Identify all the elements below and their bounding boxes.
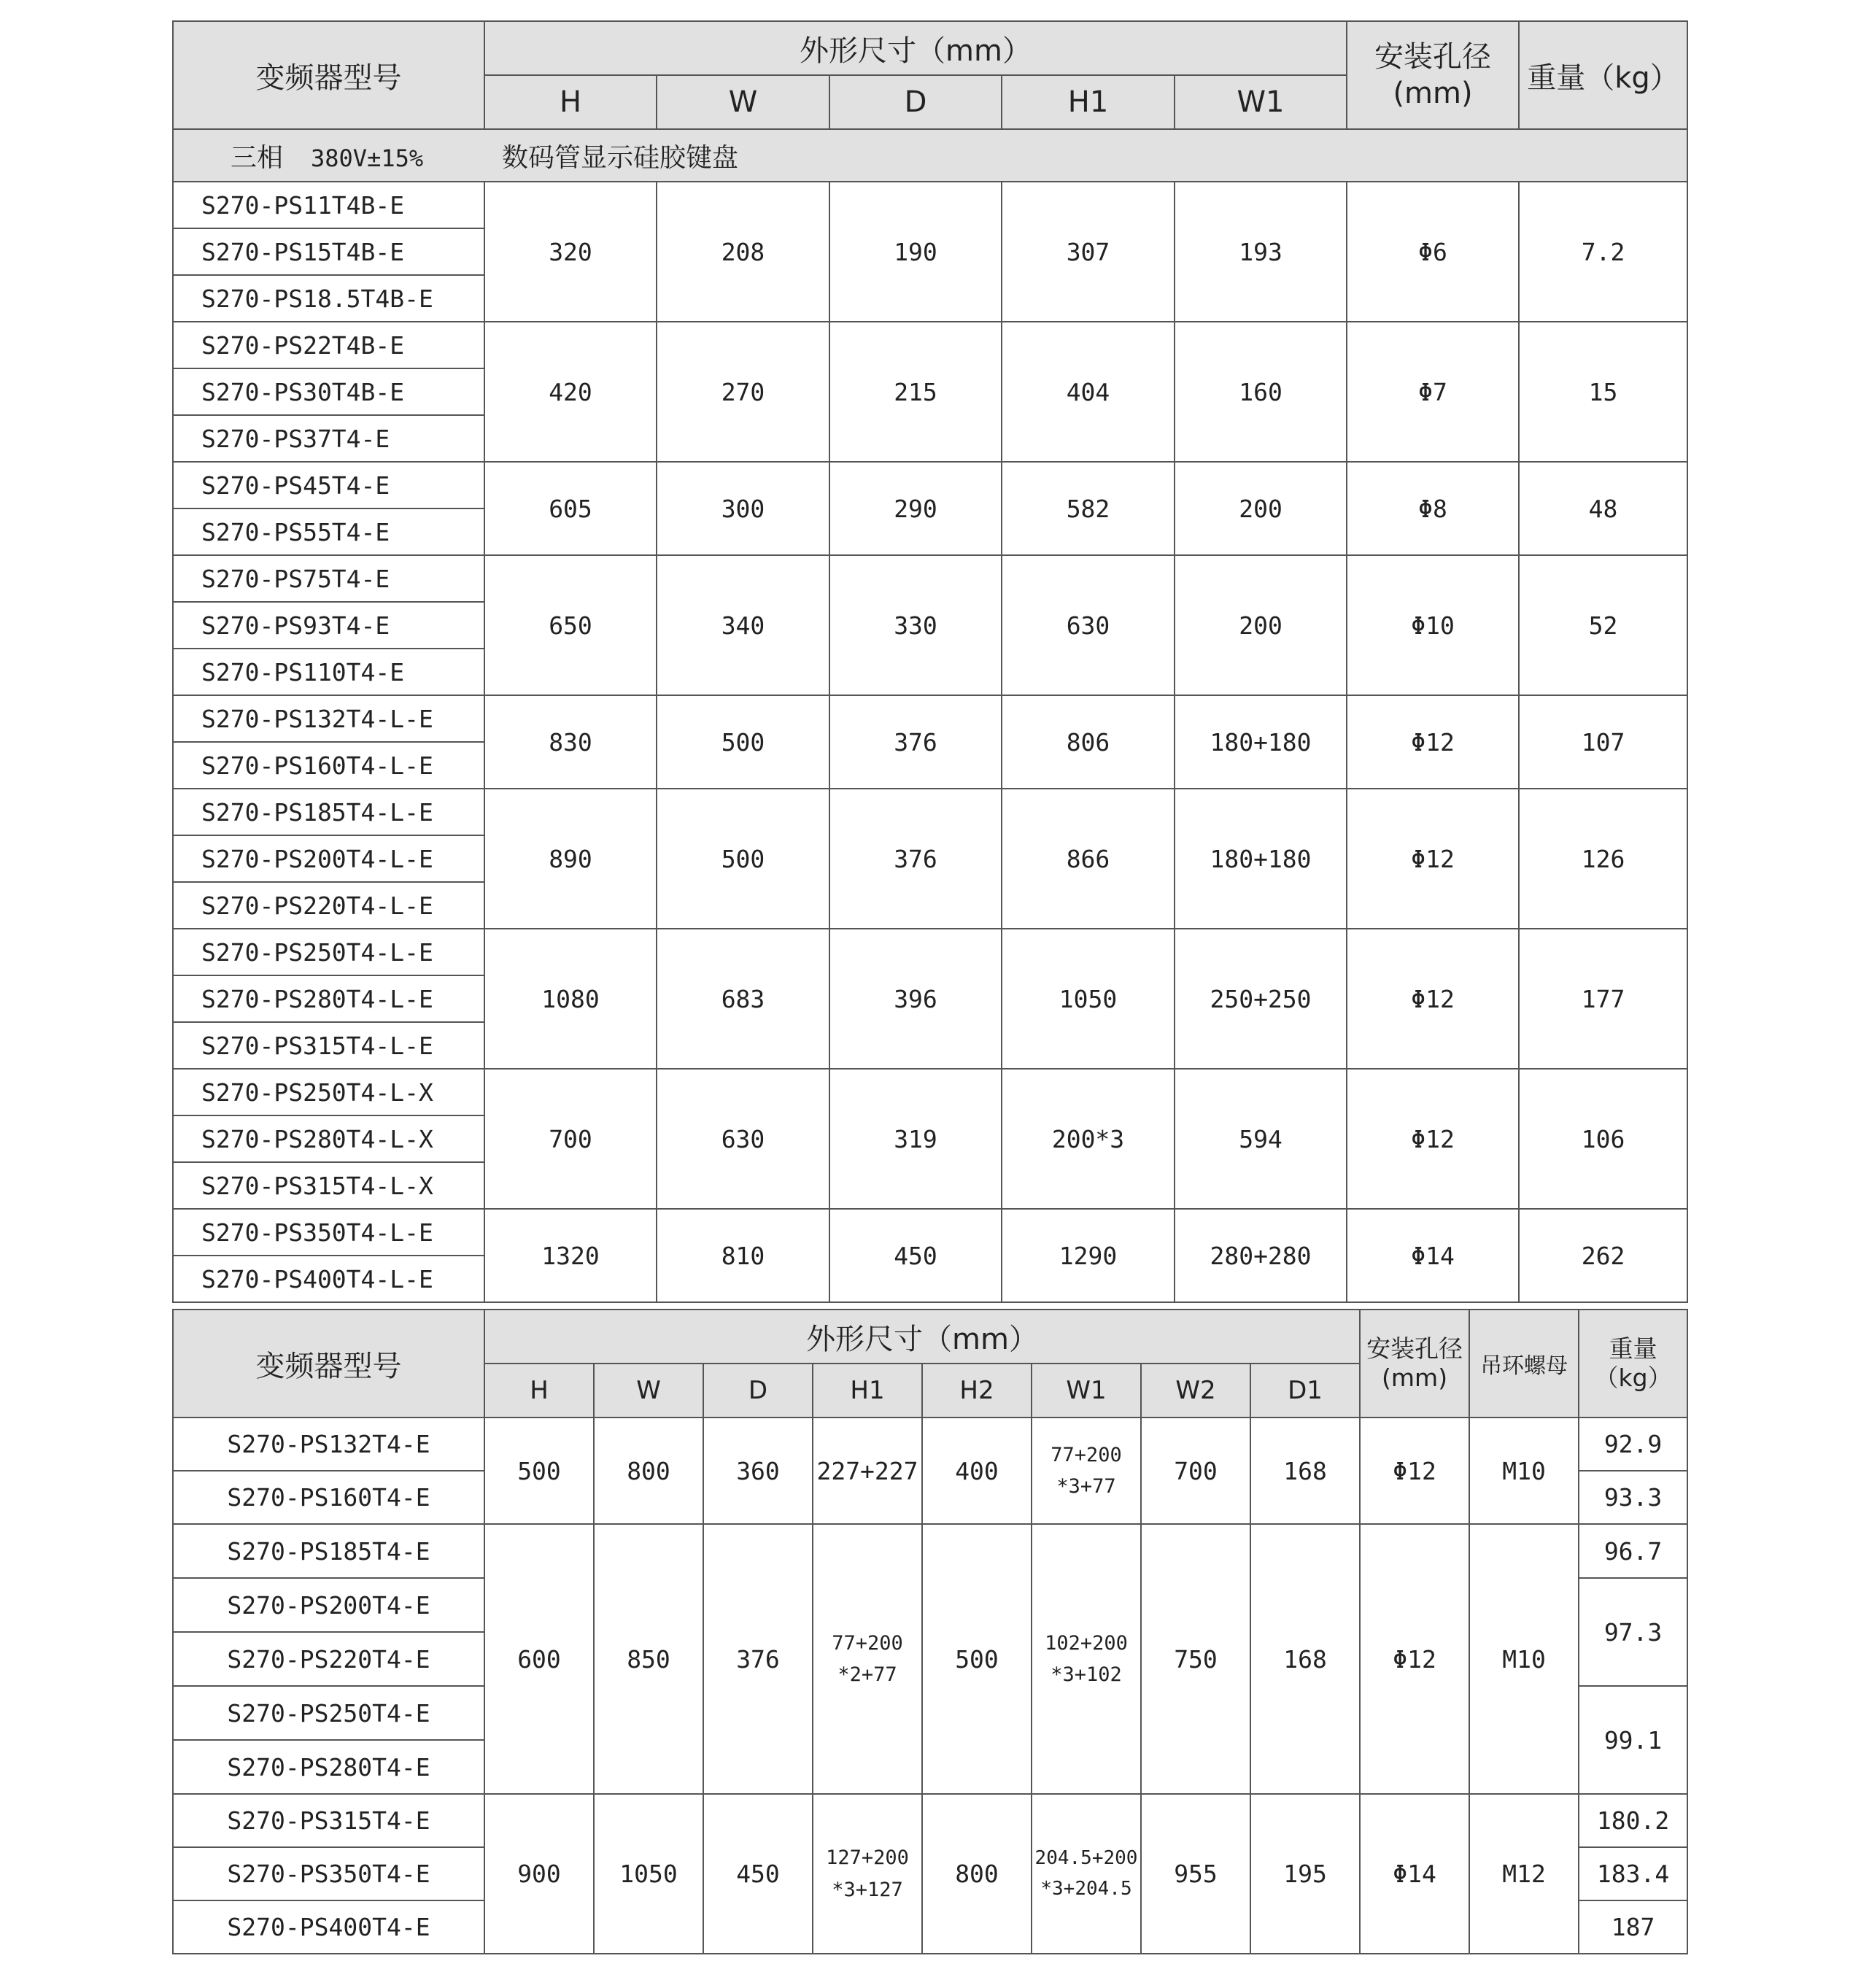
value-hole: Φ14 [1347, 1209, 1519, 1302]
value-W2: 955 [1141, 1794, 1250, 1954]
value-H: 700 [484, 1069, 657, 1209]
value-D: 215 [829, 322, 1002, 462]
value-weight: 92.9 [1579, 1417, 1687, 1471]
value-H1 [813, 1794, 922, 1954]
model-name: S270-PS400T4-L-E [173, 1256, 484, 1302]
value-W: 208 [657, 182, 829, 322]
header-model-2: 变频器型号 [173, 1310, 484, 1417]
value-weight: 93.3 [1579, 1471, 1687, 1524]
model-name: S270-PS400T4-E [173, 1900, 484, 1954]
model-name: S270-PS22T4B-E [173, 322, 484, 368]
value-weight: 106 [1519, 1069, 1687, 1209]
value-W: 1050 [594, 1794, 703, 1954]
value-W1-line2: *3+77 [1056, 1475, 1116, 1498]
header-W: W [657, 75, 829, 129]
value-hole: Φ14 [1360, 1794, 1469, 1954]
header-dimensions-2: 外形尺寸（mm） [484, 1310, 1360, 1364]
model-name: S270-PS93T4-E [173, 602, 484, 649]
model-name: S270-PS132T4-L-E [173, 695, 484, 742]
value-W1-line2: *3+102 [1051, 1663, 1122, 1686]
model-name: S270-PS185T4-E [173, 1524, 484, 1578]
value-H1: 582 [1002, 462, 1175, 555]
model-name: S270-PS55T4-E [173, 508, 484, 555]
header-D: D [703, 1364, 813, 1417]
value-weight: 97.3 [1579, 1578, 1687, 1686]
value-W: 850 [594, 1524, 703, 1794]
value-weight: 7.2 [1519, 182, 1687, 322]
value-W1: 200 [1175, 462, 1347, 555]
value-H1: 404 [1002, 322, 1175, 462]
model-name: S270-PS280T4-L-E [173, 975, 484, 1022]
model-name: S270-PS110T4-E [173, 649, 484, 695]
value-W1-line1: 204.5+200 [1034, 1846, 1138, 1869]
value-H: 650 [484, 555, 657, 695]
value-D: 290 [829, 462, 1002, 555]
value-W1: 280+280 [1175, 1209, 1347, 1302]
value-eyebolt: M12 [1469, 1794, 1579, 1954]
value-hole: Φ6 [1347, 182, 1519, 322]
value-H: 500 [484, 1417, 594, 1524]
value-W1-line1: 77+200 [1051, 1443, 1122, 1466]
model-name: S270-PS250T4-L-E [173, 929, 484, 975]
model-name: S270-PS280T4-E [173, 1740, 484, 1794]
section-display: 数码管显示硅胶键盘 [502, 142, 739, 173]
value-H1: 630 [1002, 555, 1175, 695]
value-H: 890 [484, 789, 657, 929]
header-weight-2-unit: （kg） [1594, 1364, 1672, 1392]
value-hole: Φ12 [1347, 695, 1519, 789]
header-H1: H1 [1002, 75, 1175, 129]
value-D: 190 [829, 182, 1002, 322]
value-H: 830 [484, 695, 657, 789]
header-W1: W1 [1032, 1364, 1141, 1417]
value-H: 605 [484, 462, 657, 555]
model-name: S270-PS132T4-E [173, 1417, 484, 1471]
value-hole: Φ12 [1360, 1524, 1469, 1794]
section-row [173, 129, 1687, 182]
value-hole: Φ8 [1347, 462, 1519, 555]
model-name: S270-PS220T4-E [173, 1632, 484, 1686]
dimensions-table-1 [172, 20, 1688, 1303]
header-D1: D1 [1250, 1364, 1360, 1417]
header-dimensions: 外形尺寸（mm） [484, 21, 1347, 75]
value-weight: 96.7 [1579, 1524, 1687, 1578]
model-name: S270-PS75T4-E [173, 555, 484, 602]
model-name: S270-PS200T4-E [173, 1578, 484, 1632]
value-W: 500 [657, 695, 829, 789]
value-D1: 195 [1250, 1794, 1360, 1954]
section-voltage: 380V±15% [311, 144, 424, 172]
value-W: 270 [657, 322, 829, 462]
value-weight: 99.1 [1579, 1686, 1687, 1794]
value-H: 900 [484, 1794, 594, 1954]
value-weight: 52 [1519, 555, 1687, 695]
header-W2: W2 [1141, 1364, 1250, 1417]
model-name: S270-PS30T4B-E [173, 368, 484, 415]
section-phase: 三相 [231, 142, 284, 173]
value-hole: Φ12 [1347, 789, 1519, 929]
header-D: D [829, 75, 1002, 129]
value-W: 500 [657, 789, 829, 929]
value-hole: Φ10 [1347, 555, 1519, 695]
value-W: 340 [657, 555, 829, 695]
value-H1-line1: 127+200 [826, 1846, 909, 1870]
model-name: S270-PS250T4-L-X [173, 1069, 484, 1115]
value-W: 300 [657, 462, 829, 555]
header-weight-2-label: 重量 [1609, 1334, 1657, 1364]
value-weight: 177 [1519, 929, 1687, 1069]
value-H: 1080 [484, 929, 657, 1069]
value-H1: 1290 [1002, 1209, 1175, 1302]
value-D: 376 [703, 1524, 813, 1794]
model-name: S270-PS11T4B-E [173, 182, 484, 228]
value-D1: 168 [1250, 1417, 1360, 1524]
value-W1 [1032, 1524, 1141, 1794]
value-D: 360 [703, 1417, 813, 1524]
value-eyebolt: M10 [1469, 1417, 1579, 1524]
header-hole-2-label: 安装孔径 [1366, 1334, 1463, 1364]
header-hole-2-unit: (mm) [1382, 1364, 1448, 1392]
value-D: 330 [829, 555, 1002, 695]
value-weight: 183.4 [1579, 1847, 1687, 1900]
value-W1: 594 [1175, 1069, 1347, 1209]
header-hole [1347, 21, 1519, 129]
value-H: 320 [484, 182, 657, 322]
header-eyebolt: 吊环螺母 [1469, 1310, 1579, 1417]
model-name: S270-PS185T4-L-E [173, 789, 484, 835]
value-W: 810 [657, 1209, 829, 1302]
header-hole-unit: (mm) [1393, 77, 1473, 110]
model-name: S270-PS18.5T4B-E [173, 275, 484, 322]
value-eyebolt: M10 [1469, 1524, 1579, 1794]
value-H1: 866 [1002, 789, 1175, 929]
value-D: 396 [829, 929, 1002, 1069]
value-H2: 800 [922, 1794, 1032, 1954]
dimensions-table-2 [172, 1309, 1688, 1954]
header-H1: H1 [813, 1364, 922, 1417]
value-D1: 168 [1250, 1524, 1360, 1794]
model-name: S270-PS160T4-L-E [173, 742, 484, 789]
value-hole: Φ12 [1347, 929, 1519, 1069]
value-H1: 307 [1002, 182, 1175, 322]
model-name: S270-PS280T4-L-X [173, 1115, 484, 1162]
value-weight: 48 [1519, 462, 1687, 555]
value-H1-line2: *3+127 [832, 1878, 903, 1901]
value-D: 376 [829, 695, 1002, 789]
model-name: S270-PS45T4-E [173, 462, 484, 508]
value-D: 450 [703, 1794, 813, 1954]
value-H1: 200*3 [1002, 1069, 1175, 1209]
model-name: S270-PS220T4-L-E [173, 882, 484, 929]
value-W1 [1032, 1794, 1141, 1954]
model-name: S270-PS315T4-E [173, 1794, 484, 1847]
value-W1: 250+250 [1175, 929, 1347, 1069]
header-W: W [594, 1364, 703, 1417]
value-H2: 500 [922, 1524, 1032, 1794]
value-W1: 180+180 [1175, 695, 1347, 789]
value-W: 630 [657, 1069, 829, 1209]
value-weight: 107 [1519, 695, 1687, 789]
header-hole-label: 安装孔径 [1374, 40, 1492, 74]
header-H: H [484, 75, 657, 129]
value-hole: Φ12 [1360, 1417, 1469, 1524]
model-name: S270-PS37T4-E [173, 415, 484, 462]
value-weight: 15 [1519, 322, 1687, 462]
value-W2: 750 [1141, 1524, 1250, 1794]
value-W: 683 [657, 929, 829, 1069]
model-name: S270-PS160T4-E [173, 1471, 484, 1524]
header-H: H [484, 1364, 594, 1417]
value-weight: 187 [1579, 1900, 1687, 1954]
value-W1-line1: 102+200 [1045, 1631, 1128, 1655]
value-D: 450 [829, 1209, 1002, 1302]
value-H1: 1050 [1002, 929, 1175, 1069]
value-W1-line2: *3+204.5 [1040, 1877, 1132, 1900]
model-name: S270-PS350T4-L-E [173, 1209, 484, 1256]
value-weight: 126 [1519, 789, 1687, 929]
header-hole-2 [1360, 1310, 1469, 1417]
model-name: S270-PS200T4-L-E [173, 835, 484, 882]
value-H: 1320 [484, 1209, 657, 1302]
value-H1-line1: 77+200 [832, 1631, 903, 1655]
value-weight: 262 [1519, 1209, 1687, 1302]
value-W1: 160 [1175, 322, 1347, 462]
value-W1: 193 [1175, 182, 1347, 322]
value-H: 420 [484, 322, 657, 462]
value-H1: 227+227 [813, 1417, 922, 1524]
value-W2: 700 [1141, 1417, 1250, 1524]
value-H2: 400 [922, 1417, 1032, 1524]
header-W1: W1 [1175, 75, 1347, 129]
header-H2: H2 [922, 1364, 1032, 1417]
value-W1: 200 [1175, 555, 1347, 695]
value-weight: 180.2 [1579, 1794, 1687, 1847]
value-W1 [1032, 1417, 1141, 1524]
model-name: S270-PS315T4-L-X [173, 1162, 484, 1209]
value-W: 800 [594, 1417, 703, 1524]
model-name: S270-PS350T4-E [173, 1847, 484, 1900]
header-weight: 重量（kg） [1519, 21, 1687, 129]
value-D: 376 [829, 789, 1002, 929]
model-name: S270-PS15T4B-E [173, 228, 484, 275]
value-D: 319 [829, 1069, 1002, 1209]
value-H1: 806 [1002, 695, 1175, 789]
value-hole: Φ7 [1347, 322, 1519, 462]
header-model: 变频器型号 [173, 21, 484, 129]
header-weight-2 [1579, 1310, 1687, 1417]
model-name: S270-PS315T4-L-E [173, 1022, 484, 1069]
value-hole: Φ12 [1347, 1069, 1519, 1209]
value-H1 [813, 1524, 922, 1794]
model-name: S270-PS250T4-E [173, 1686, 484, 1740]
value-H: 600 [484, 1524, 594, 1794]
value-W1: 180+180 [1175, 789, 1347, 929]
value-H1-line2: *2+77 [837, 1663, 897, 1686]
